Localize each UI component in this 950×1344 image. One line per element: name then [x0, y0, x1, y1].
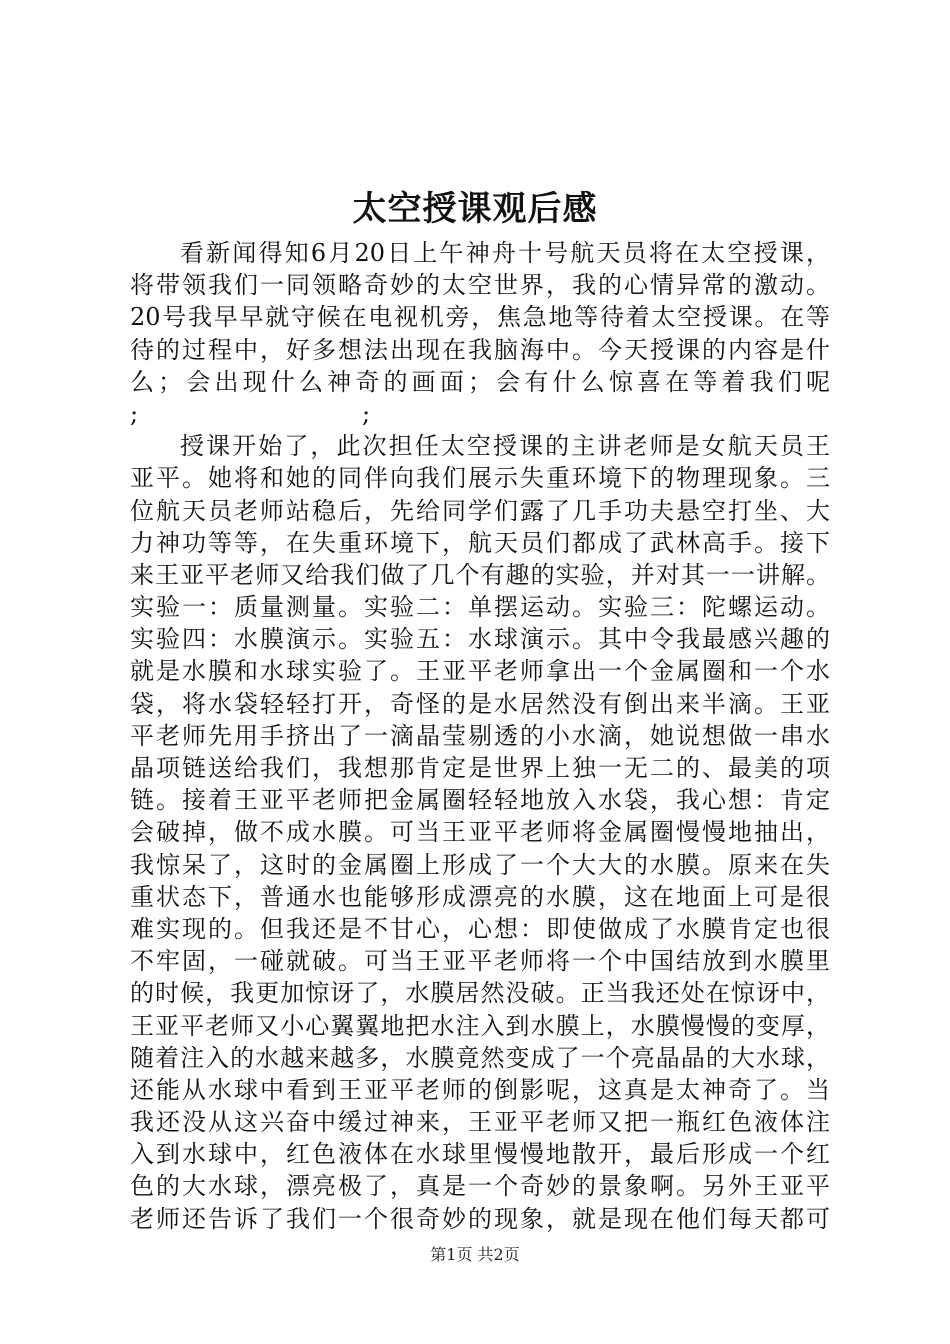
document-title: 太空授课观后感: [352, 189, 598, 229]
paragraph1-line: 将带领我们一同领略奇妙的太空世界，我的心情异常的激动。: [130, 271, 830, 300]
paragraph2-line: 王亚平老师又小心翼翼地把水注入到水膜上，水膜慢慢的变厚，: [130, 1011, 830, 1040]
paragraph2-line: 袋，将水袋轻轻打开，奇怪的是水居然没有倒出来半滴。王亚: [130, 689, 830, 718]
semicolon-mark: ;: [130, 399, 139, 428]
paragraph1-line: 么；会出现什么神奇的画面；会有什么惊喜在等着我们呢: [130, 367, 830, 396]
paragraph1-line: 看新闻得知6月20日上午神舟十号航天员将在太空授课，: [180, 239, 830, 267]
paragraph2-line: 晶项链送给我们，我想那肯定是世界上独一无二的、最美的项: [130, 754, 830, 782]
paragraph2-line: 力神功等等，在失重环境下，航天员们都成了武林高手。接下: [130, 528, 830, 557]
paragraph2-line: 色的大水球，漂亮极了，真是一个奇妙的景象啊。另外王亚平: [130, 1172, 830, 1201]
paragraph2-line: 难实现的。但我还是不甘心，心想：即使做成了水膜肯定也很: [130, 914, 830, 943]
paragraph2-line: 老师还告诉了我们一个很奇妙的现象，就是现在他们每天都可: [130, 1204, 830, 1233]
paragraph1-line: 待的过程中，好多想法出现在我脑海中。今天授课的内容是什: [130, 335, 830, 364]
paragraph1-line: 20号我早早就守候在电视机旁，焦急地等待着太空授课。在等: [130, 303, 830, 332]
paragraph2-line: 来王亚平老师又给我们做了几个有趣的实验，并对其一一讲解。: [130, 560, 830, 589]
paragraph2-line: 就是水膜和水球实验了。王亚平老师拿出一个金属圈和一个水: [130, 657, 830, 686]
paragraph2-line: 授课开始了，此次担任太空授课的主讲老师是女航天员王: [180, 432, 830, 461]
page-footer: 第1页 共2页: [430, 1245, 520, 1264]
paragraph2-line: 会破掉，做不成水膜。可当王亚平老师将金属圈慢慢地抽出，: [130, 818, 830, 847]
paragraph2-line: 实验一：质量测量。实验二：单摆运动。实验三：陀螺运动。: [130, 593, 830, 622]
paragraph2-line: 位航天员老师站稳后，先给同学们露了几手功夫悬空打坐、大: [130, 496, 830, 525]
paragraph2-line: 平老师先用手挤出了一滴晶莹剔透的小水滴，她说想做一串水: [130, 721, 830, 750]
paragraph2-line: 链。接着王亚平老师把金属圈轻轻地放入水袋，我心想：肯定: [130, 786, 830, 815]
paragraph2-line: 亚平。她将和她的同伴向我们展示失重环境下的物理现象。三: [130, 464, 830, 493]
semicolon-mark: ;: [362, 399, 371, 428]
paragraph2-line: 重状态下，普通水也能够形成漂亮的水膜，这在地面上可是很: [130, 882, 830, 911]
semicolon-line: [130, 398, 830, 430]
paragraph2-line: 我还没从这兴奋中缓过神来，王亚平老师又把一瓶红色液体注: [130, 1108, 830, 1137]
document-body: [130, 237, 830, 1235]
paragraph2-line: 随着注入的水越来越多，水膜竟然变成了一个亮晶晶的大水球，: [130, 1043, 830, 1072]
paragraph2-line: 实验四：水膜演示。实验五：水球演示。其中令我最感兴趣的: [130, 625, 830, 654]
paragraph2-line: 我惊呆了，这时的金属圈上形成了一个大大的水膜。原来在失: [130, 850, 830, 879]
paragraph2-line: 入到水球中，红色液体在水球里慢慢地散开，最后形成一个红: [130, 1140, 830, 1169]
paragraph2-line: 不牢固，一碰就破。可当王亚平老师将一个中国结放到水膜里: [130, 947, 830, 976]
paragraph2-line: 的时候，我更加惊讶了，水膜居然没破。正当我还处在惊讶中，: [130, 979, 830, 1008]
paragraph2-line: 还能从水球中看到王亚平老师的倒影呢，这真是太神奇了。当: [130, 1075, 830, 1104]
